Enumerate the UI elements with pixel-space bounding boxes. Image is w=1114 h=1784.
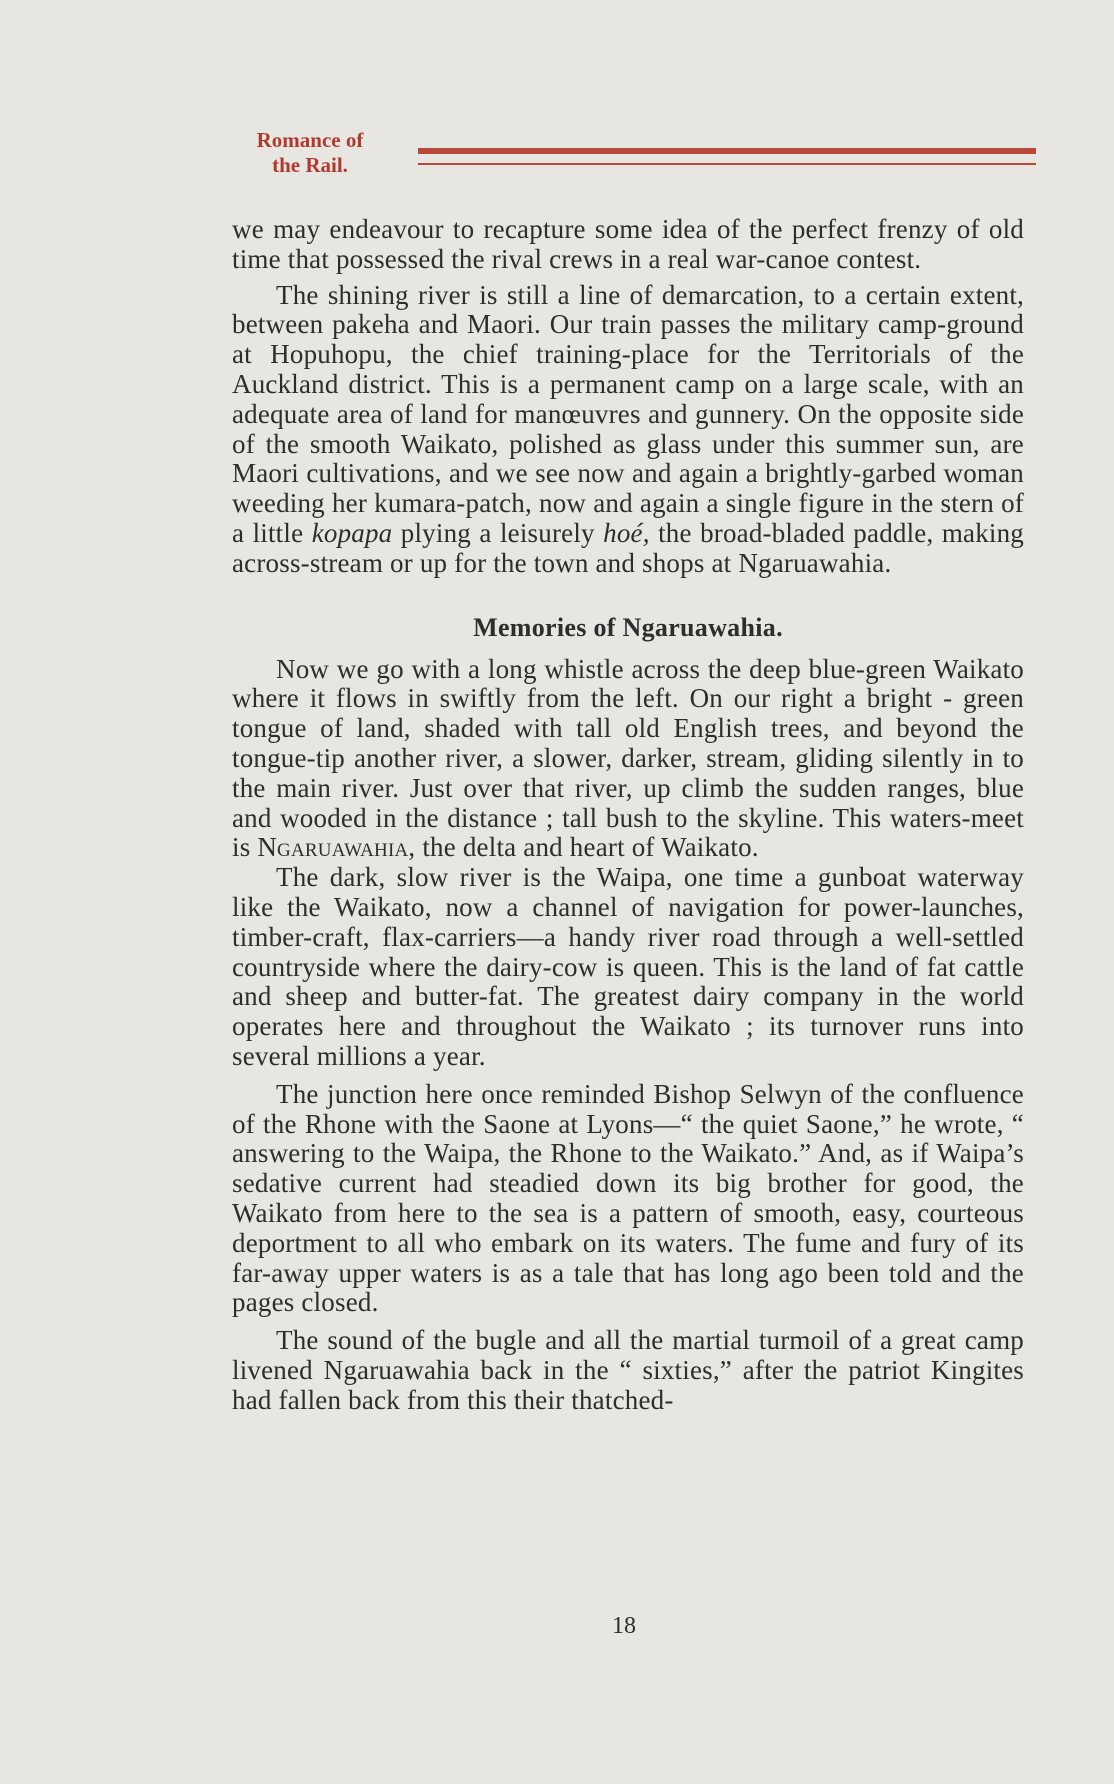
running-head <box>236 128 384 178</box>
hoe-word: hoé, <box>603 517 650 548</box>
running-head-line-2: the Rail. <box>272 153 348 177</box>
header-rule-thick <box>418 148 1036 154</box>
paragraph-3-part-b: , the delta and heart of Waikato. <box>408 832 759 863</box>
paragraph-3-part-a: Now we go with a long whistle across the deep blue-green Waikato where it flows in swiftly from the left. On our right a bright - green tongue of land, shaded with tall old English trees, and beyond the tongue-tip another river, a slower, darker, stream, gliding silently in to the main river. Just over that river, up climb the sudden ranges, blue and wooded in the distance ; tall bush to the skyline. This waters-meet is <box>232 653 1024 863</box>
paragraph-5: The junction here once reminded Bishop Selwyn of the confluence of the Rhone with the Saone at Lyons—“ the quiet Saone,” he wrote, “ answering to the Waipa, the Rhone to the Waikato.” And, as if Waipa’s sedative current had steadied down its big brother for good, the Waikato from here to the sea is a pattern of smooth, easy, courteous deportment to all who embark on its waters. The fume and fury of its far-away upper waters is as a tale that has long ago been told and the pages closed. <box>232 1078 1024 1318</box>
body-text <box>232 215 1024 1415</box>
paragraph-2-part-c: the broad-bladed paddle, making across-stream or up for the town and shops at Ngaruawahia. <box>232 517 1025 578</box>
kopapa-word: kopapa <box>311 517 393 548</box>
paragraph-3 <box>232 655 1024 864</box>
running-head-line-1: Romance of <box>256 128 364 152</box>
paragraph-1: we may endeavour to recapture some idea of the perfect frenzy of old time that possessed the rival crews in a real war-canoe contest. <box>232 214 1024 274</box>
paragraph-2-part-b: plying a leisurely <box>392 517 604 548</box>
paragraph-4: The dark, slow river is the Waipa, one time a gunboat waterway like the Waikato, now a channel of navigation for power-launches, timber-craft, flax-carriers—a handy river road through a well-settled countryside where the dairy-cow is queen. This is the land of fat cattle and sheep and butter-fat. The greatest dairy company in the world operates here and throughout the Waikato ; its turnover runs into several millions a year. <box>232 862 1024 1071</box>
page-number: 18 <box>612 1613 636 1639</box>
header-rule-thin <box>418 163 1036 165</box>
section-heading: Memories of Ngaruawahia. <box>473 612 783 642</box>
paragraph-2 <box>232 281 1024 579</box>
paragraph-2-part-a: The shining river is still a line of demarcation, to a certain extent, between pakeha and Maori. Our train passes the military camp-ground at Hopuhopu, the chief training-place for the Territorials of the Auckland district. This is a permanent camp on a large scale, with an adequate area of land for manœuvres and gunnery. On the opposite side of the smooth Waikato, polished as glass under this summer sun, are Maori cultivations, and we see now and again a brightly-garbed woman weeding her kumara-patch, now and again a single figure in the stern of a little <box>232 279 1024 548</box>
paragraph-6: The sound of the bugle and all the martial turmoil of a great camp livened Ngaruawahia back in the “ sixties,” after the patriot Kingites had fallen back from this their thatched- <box>232 1325 1024 1415</box>
ngaruawahia-small-caps: Ngaruawahia <box>257 832 409 863</box>
